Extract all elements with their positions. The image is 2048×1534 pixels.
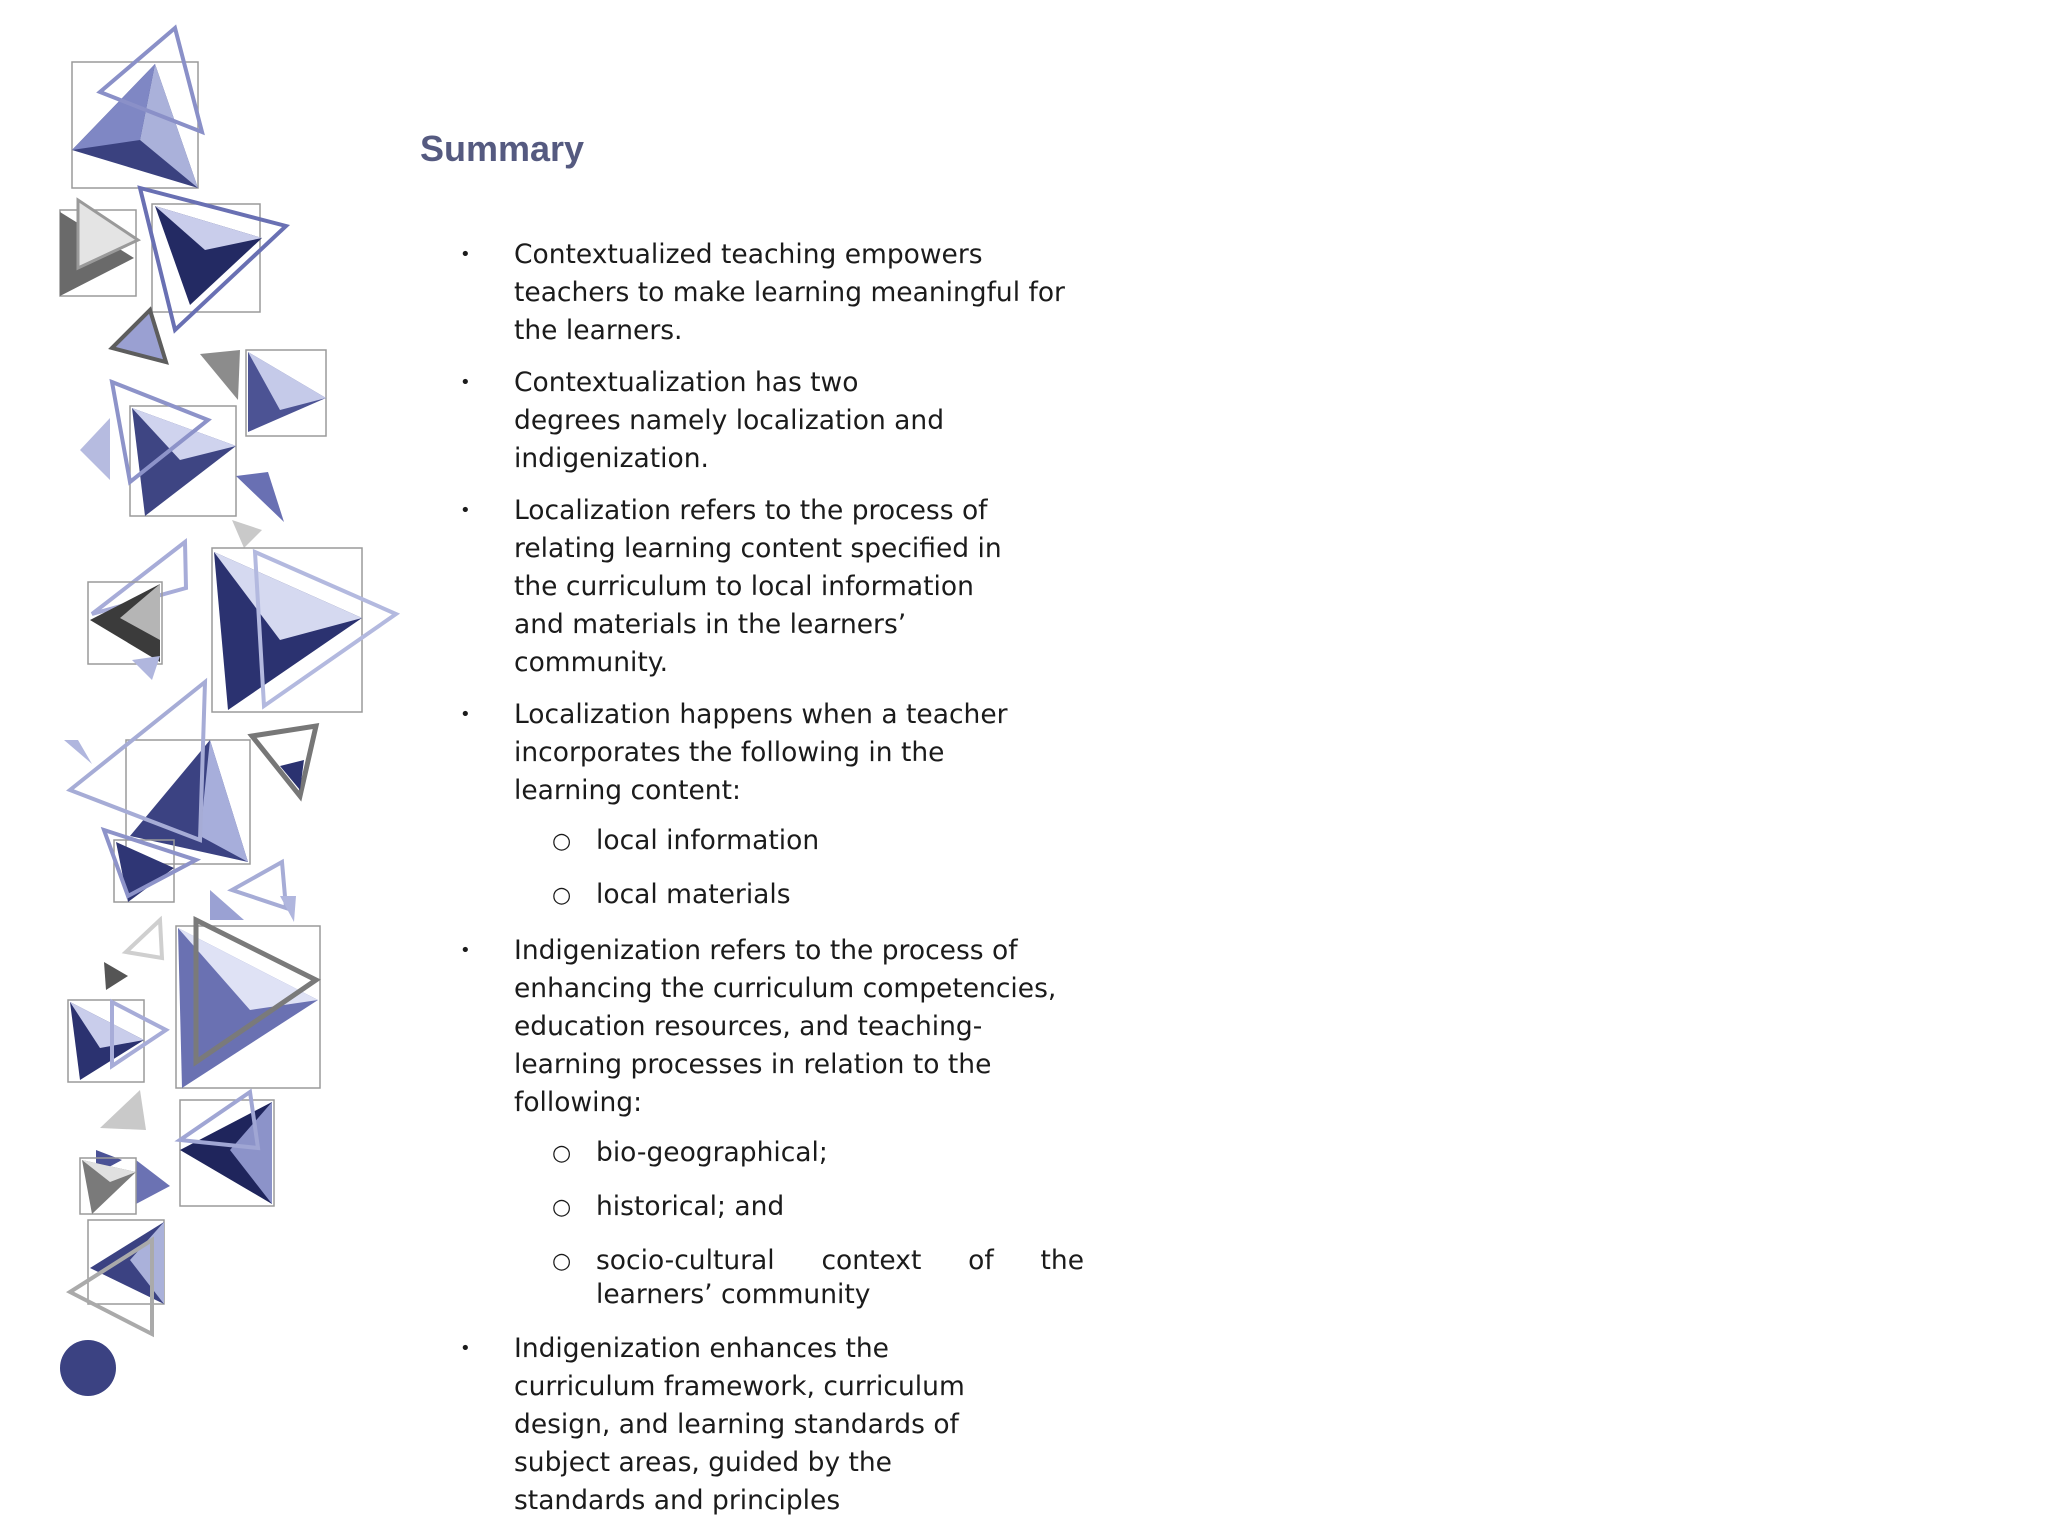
list-item-text: Indigenization refers to the process of enhancing the curriculum competencies, education resources, and teaching-learning processes in relation to the following: bbox=[514, 935, 1057, 1118]
sub-list-item bbox=[552, 1190, 1100, 1226]
sub-bullet-marker: ○ bbox=[552, 1141, 572, 1166]
sub-list-item bbox=[552, 1136, 1100, 1172]
sub-bullet-marker: ○ bbox=[552, 1249, 572, 1274]
list-item bbox=[460, 696, 1100, 810]
summary-list bbox=[460, 236, 1100, 1534]
sub-list-item-text: local information bbox=[596, 825, 820, 856]
list-item-text: Localization refers to the process of relating learning content specified in the curriculum to local information and materials in the learners’ community. bbox=[514, 495, 1002, 678]
bullet-marker: • bbox=[460, 1338, 471, 1359]
sub-bullet-marker: ○ bbox=[552, 1195, 572, 1220]
sub-list-item bbox=[552, 1244, 1100, 1312]
bullet-marker: • bbox=[460, 500, 471, 521]
sub-list-item-text: bio-geographical; bbox=[596, 1137, 828, 1168]
list-item-text: Indigenization enhances the curriculum framework, curriculum design, and learning standards of subject areas, guided by the standards and principles bbox=[514, 1333, 965, 1516]
page-title: Summary bbox=[420, 128, 585, 169]
list-item bbox=[460, 364, 1100, 478]
list-item bbox=[460, 1330, 1100, 1520]
sub-bullet-marker: ○ bbox=[552, 829, 572, 854]
bullet-marker: • bbox=[460, 940, 471, 961]
bullet-marker: • bbox=[460, 244, 471, 265]
list-item-text: Localization happens when a teacher incorporates the following in the learning content: bbox=[514, 699, 1008, 806]
sub-list-item bbox=[552, 824, 1100, 860]
list-item bbox=[460, 236, 1100, 350]
sub-list-item-text: historical; and bbox=[596, 1191, 785, 1222]
list-item-text: Contextualization has two degrees namely localization and indigenization. bbox=[514, 367, 945, 474]
sub-list-item bbox=[552, 878, 1100, 914]
list-item-text: Contextualized teaching empowers teachers to make learning meaningful for the learners. bbox=[514, 239, 1065, 346]
sub-list-item-text: socio-cultural context of the learners’ community bbox=[596, 1245, 1084, 1310]
bullet-marker: • bbox=[460, 704, 471, 725]
list-item bbox=[460, 492, 1100, 682]
bullet-marker: • bbox=[460, 372, 471, 393]
decorative-triangles-graphic bbox=[0, 0, 420, 1448]
sub-bullet-marker: ○ bbox=[552, 883, 572, 908]
sub-list-item-text: local materials bbox=[596, 879, 791, 910]
list-item bbox=[460, 932, 1100, 1122]
